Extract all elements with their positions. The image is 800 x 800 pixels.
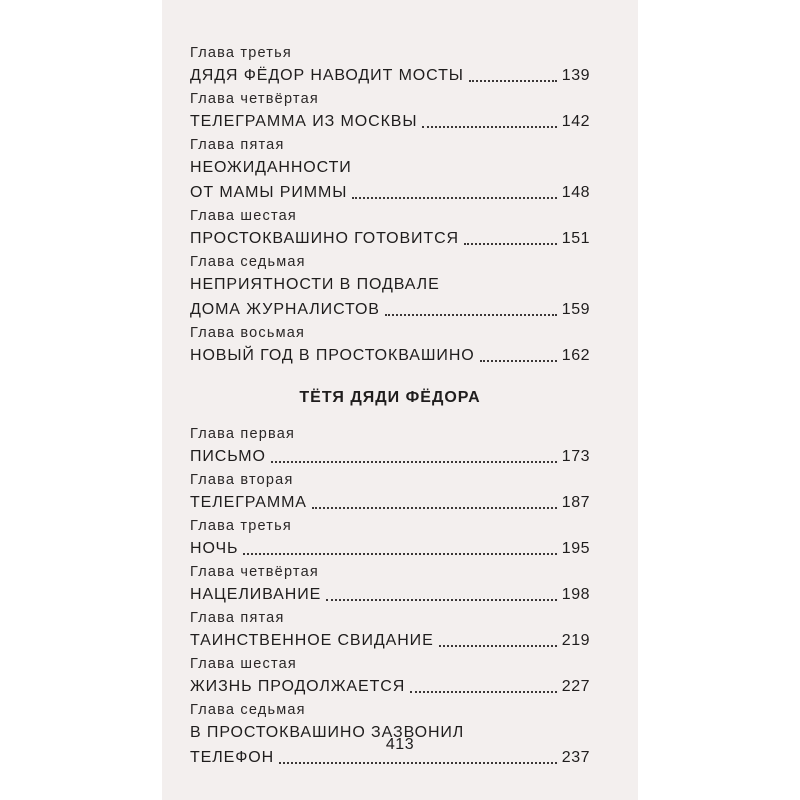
chapter-label: Глава пятая — [190, 137, 285, 153]
chapter-title: ОТ МАМЫ РИММЫ — [190, 184, 348, 201]
chapter-page-number: 198 — [561, 586, 590, 603]
chapter-title: ТЕЛЕГРАММА ИЗ МОСКВЫ — [190, 113, 418, 130]
chapter-label: Глава третья — [190, 518, 292, 534]
page-number: 413 — [385, 736, 415, 753]
chapter-title: ПИСЬМО — [190, 448, 266, 465]
chapter-page-number: 162 — [561, 347, 590, 364]
chapter-title: НАЦЕЛИВАНИЕ — [190, 586, 322, 603]
chapter-label: Глава шестая — [190, 656, 297, 672]
chapter-page-number: 151 — [561, 230, 590, 247]
chapter-page-number: 219 — [561, 632, 590, 649]
dot-leader — [271, 461, 557, 463]
dot-leader — [410, 691, 557, 693]
toc-entry — [190, 654, 590, 699]
toc-entry — [190, 89, 590, 134]
toc-entry — [190, 323, 590, 368]
chapter-page-number: 227 — [561, 678, 590, 695]
chapter-title-line: НЕПРИЯТНОСТИ В ПОДВАЛЕ — [190, 276, 440, 293]
table-of-contents — [190, 43, 590, 770]
chapter-title-row — [190, 343, 590, 368]
book-page — [162, 0, 638, 800]
chapter-title: НОЧЬ — [190, 540, 239, 557]
dot-leader — [480, 360, 557, 362]
chapter-title-row — [190, 180, 590, 205]
chapter-title-row — [190, 63, 590, 88]
chapter-title: ПРОСТОКВАШИНО ГОТОВИТСЯ — [190, 230, 459, 247]
chapter-title-row — [190, 297, 590, 322]
chapter-title-row — [190, 109, 590, 134]
chapter-page-number: 195 — [561, 540, 590, 557]
chapter-label: Глава пятая — [190, 610, 285, 626]
chapter-label: Глава восьмая — [190, 325, 306, 341]
chapter-title: ЖИЗНЬ ПРОДОЛЖАЕТСЯ — [190, 678, 406, 695]
chapter-title: ДОМА ЖУРНАЛИСТОВ — [190, 301, 380, 318]
chapter-page-number: 148 — [561, 184, 590, 201]
toc-entry — [190, 608, 590, 653]
dot-leader — [469, 80, 557, 82]
chapter-label: Глава шестая — [190, 208, 297, 224]
chapter-label: Глава седьмая — [190, 254, 306, 270]
chapter-title: ДЯДЯ ФЁДОР НАВОДИТ МОСТЫ — [190, 67, 464, 84]
toc-entry — [190, 470, 590, 515]
chapter-page-number: 139 — [561, 67, 590, 84]
dot-leader — [464, 243, 557, 245]
chapter-title: ТЕЛЕФОН — [190, 749, 275, 766]
toc-entry — [190, 516, 590, 561]
chapter-title-row — [190, 674, 590, 699]
chapter-title-row — [190, 490, 590, 515]
dot-leader — [352, 197, 557, 199]
toc-entry — [190, 135, 590, 205]
toc-entry — [190, 206, 590, 251]
part-heading: ТЁТЯ ДЯДИ ФЁДОРА — [299, 389, 481, 406]
chapter-title-row — [190, 444, 590, 469]
toc-entry — [190, 562, 590, 607]
chapter-page-number: 237 — [561, 749, 590, 766]
chapter-page-number: 187 — [561, 494, 590, 511]
toc-entry — [190, 252, 590, 322]
chapter-page-number: 173 — [561, 448, 590, 465]
chapter-label: Глава седьмая — [190, 702, 306, 718]
toc-entry — [190, 424, 590, 469]
chapter-label: Глава первая — [190, 426, 296, 442]
dot-leader — [243, 553, 556, 555]
chapter-page-number: 159 — [561, 301, 590, 318]
chapter-title: НОВЫЙ ГОД В ПРОСТОКВАШИНО — [190, 347, 475, 364]
chapter-label: Глава четвёртая — [190, 564, 319, 580]
chapter-title-line: НЕОЖИДАННОСТИ — [190, 159, 352, 176]
chapter-title: ТАИНСТВЕННОЕ СВИДАНИЕ — [190, 632, 434, 649]
chapter-label: Глава вторая — [190, 472, 294, 488]
toc-entry — [190, 700, 590, 770]
chapter-title-row — [190, 536, 590, 561]
chapter-title-row — [190, 628, 590, 653]
chapter-label: Глава четвёртая — [190, 91, 319, 107]
toc-entry — [190, 43, 590, 88]
dot-leader — [385, 314, 557, 316]
chapter-page-number: 142 — [561, 113, 590, 130]
dot-leader — [326, 599, 557, 601]
chapter-label: Глава третья — [190, 45, 292, 61]
chapter-title-line: В ПРОСТОКВАШИНО ЗАЗВОНИЛ — [190, 724, 465, 741]
dot-leader — [422, 126, 556, 128]
dot-leader — [279, 762, 557, 764]
dot-leader — [439, 645, 557, 647]
chapter-title-row — [190, 582, 590, 607]
chapter-title: ТЕЛЕГРАММА — [190, 494, 307, 511]
chapter-title-row — [190, 226, 590, 251]
dot-leader — [312, 507, 557, 509]
